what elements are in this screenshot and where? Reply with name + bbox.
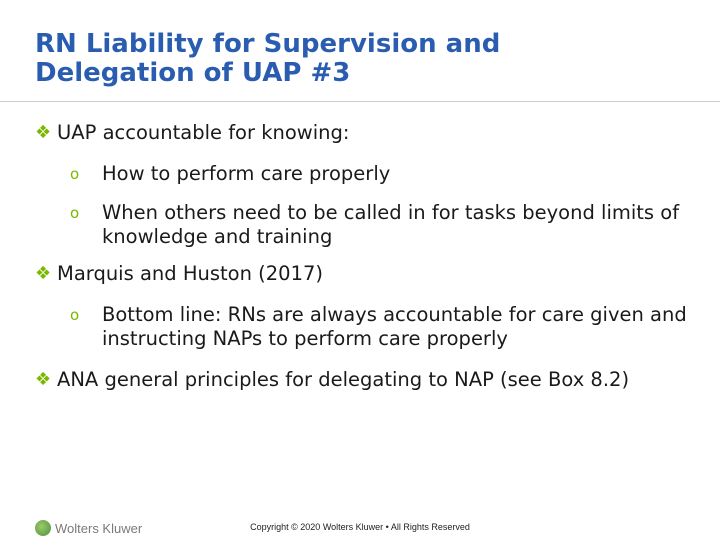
circle-bullet-icon: o [70,306,80,324]
bullet-text: ANA general principles for delegating to NAP (see Box 8.2) [57,368,630,391]
subbullet-bottom-line [70,303,690,351]
copyright-notice: Copyright © 2020 Wolters Kluwer • All Rights Reserved [250,522,470,532]
subbullet-text: Bottom line: RNs are always accountable for care given and instructing NAPs to perform care properly [102,303,687,350]
logo-text: Wolters Kluwer [55,520,143,536]
bullet-text: UAP accountable for knowing: [57,121,350,144]
title-line-1: RN Liability for Supervision and [35,29,501,59]
footer-logo [35,519,142,537]
bullet-ana-principles [35,368,695,392]
circle-bullet-icon: o [70,165,80,183]
diamond-bullet-icon: ❖ [35,263,52,284]
slide-title [35,30,675,88]
diamond-bullet-icon: ❖ [35,369,52,390]
title-line-2: Delegation of UAP #3 [35,58,351,88]
diamond-bullet-icon: ❖ [35,122,52,143]
bullet-marquis-huston [35,262,695,286]
circle-bullet-icon: o [70,204,80,222]
subbullet-others-called [70,201,690,249]
title-divider [0,101,720,102]
subbullet-text: When others need to be called in for tasks beyond limits of knowledge and training [102,201,680,248]
subbullet-text: How to perform care properly [102,162,391,185]
bullet-uap-accountable [35,121,695,145]
bullet-text: Marquis and Huston (2017) [57,262,324,285]
subbullet-perform-care [70,162,690,186]
wolters-kluwer-logo-icon [35,520,51,536]
